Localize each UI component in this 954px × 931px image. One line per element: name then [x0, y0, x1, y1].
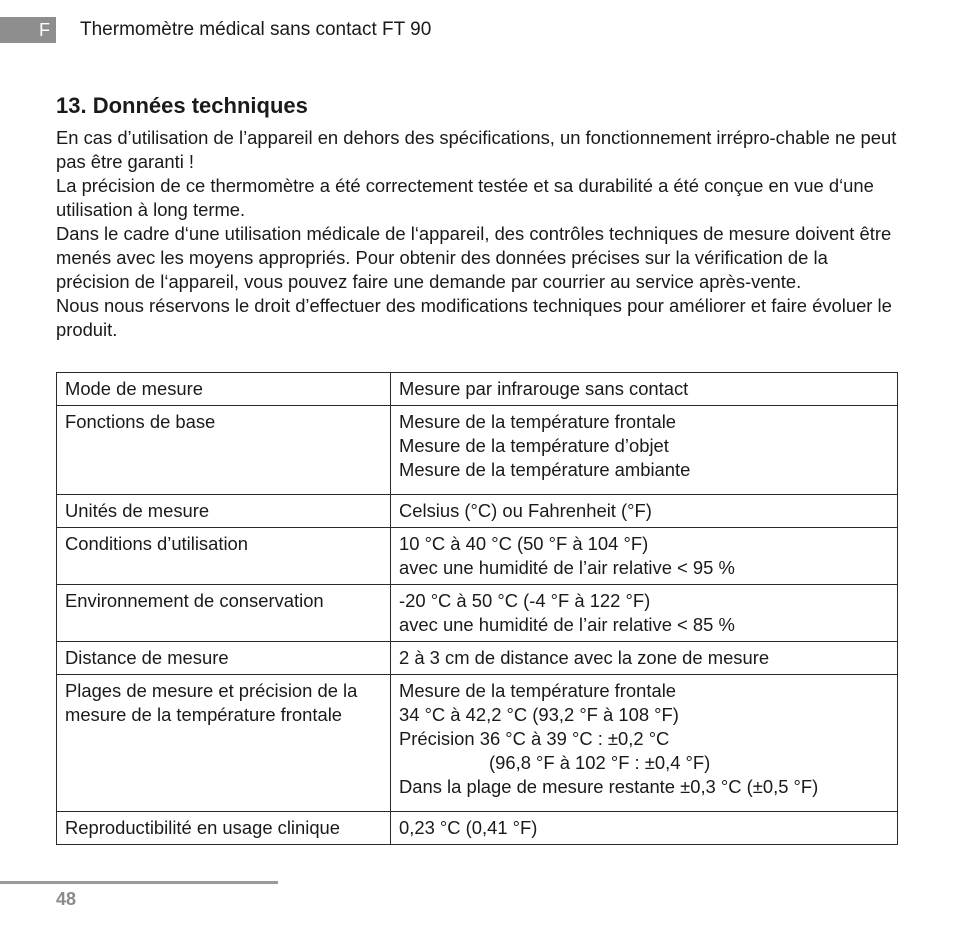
spec-label: Mode de mesure [57, 373, 391, 406]
table-row [57, 406, 898, 495]
spec-value-line: Celsius (°C) ou Fahrenheit (°F) [399, 500, 652, 521]
spec-value-line: Mesure de la température frontale [399, 411, 677, 432]
spec-value [391, 495, 898, 528]
spec-value-line: Précision 36 °C à 39 °C : ±0,2 °C [399, 728, 670, 749]
spec-value-line: 34 °C à 42,2 °C (93,2 °F à 108 °F) [399, 704, 679, 725]
spec-label: Environnement de conservation [57, 585, 391, 642]
spec-value-line: 2 à 3 cm de distance avec la zone de mesure [399, 647, 770, 668]
spec-value-line: avec une humidité de l’air relative < 85 % [399, 614, 735, 635]
table-row [57, 642, 898, 675]
spec-label: Fonctions de base [57, 406, 391, 495]
table-row [57, 585, 898, 642]
spec-label: Unités de mesure [57, 495, 391, 528]
intro-paragraph: Nous nous réservons le droit d’effectuer des modifications techniques pour améliorer et faire évoluer le produit. [56, 295, 892, 340]
spec-value-line: Mesure par infrarouge sans contact [399, 378, 689, 399]
spec-value [391, 642, 898, 675]
spec-value-line: (96,8 °F à 102 °F : ±0,4 °F) [489, 752, 711, 773]
spec-value [391, 675, 898, 812]
spec-value [391, 528, 898, 585]
spec-label: Reproductibilité en usage clinique [57, 812, 391, 845]
section-heading: 13. Données techniques [56, 93, 308, 118]
spec-value [391, 812, 898, 845]
footer-rule [0, 881, 278, 884]
spec-value [391, 373, 898, 406]
document-title: Thermomètre médical sans contact FT 90 [80, 19, 432, 40]
spec-value-line: 10 °C à 40 °C (50 °F à 104 °F) [399, 533, 649, 554]
intro-text [56, 126, 906, 342]
spec-label: Distance de mesure [57, 642, 391, 675]
spec-value [391, 406, 898, 495]
spec-value-line: avec une humidité de l’air relative < 95 % [399, 557, 735, 578]
table-row [57, 373, 898, 406]
spec-value [391, 585, 898, 642]
table-row [57, 675, 898, 812]
spec-value-line: Mesure de la température d’objet [399, 435, 669, 456]
spec-label: Conditions d’utilisation [57, 528, 391, 585]
spec-value-line: Dans la plage de mesure restante ±0,3 °C (±0,5 °F) [399, 776, 819, 797]
spec-value-line: 0,23 °C (0,41 °F) [399, 817, 538, 838]
intro-paragraph: Dans le cadre d‘une utilisation médicale de l‘appareil, des contrôles techniques de mesure doivent être menés avec les moyens appropriés. Pour obtenir des données précises sur la vérification de la précision de l‘appareil, vous pouvez faire une demande par courrier au service après-vente. [56, 223, 892, 292]
intro-paragraph: En cas d’utilisation de l’appareil en dehors des spécifications, un fonctionnement irrépro-chable ne peut pas être garanti ! [56, 127, 897, 172]
table-row [57, 528, 898, 585]
spec-value-line: Mesure de la température frontale [399, 680, 677, 701]
spec-value-line: Mesure de la température ambiante [399, 459, 691, 480]
technical-specs-table [56, 372, 898, 845]
table-row [57, 495, 898, 528]
spec-label: Plages de mesure et précision de la mesure de la température frontale [57, 675, 391, 812]
page-number: 48 [56, 889, 77, 909]
spec-value-line: -20 °C à 50 °C (-4 °F à 122 °F) [399, 590, 651, 611]
table-row [57, 812, 898, 845]
language-tab: F [0, 17, 56, 43]
intro-paragraph: La précision de ce thermomètre a été correctement testée et sa durabilité a été conçue en vue d‘une utilisation à long terme. [56, 175, 874, 220]
